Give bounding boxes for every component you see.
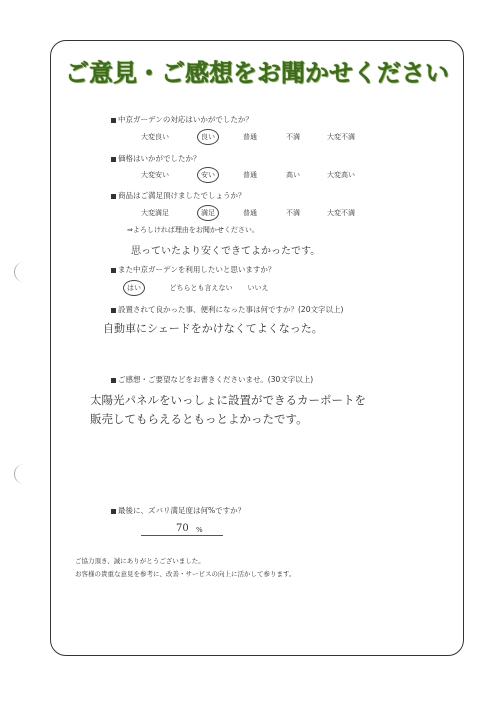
option-unsatisfied[interactable]: 不満: [286, 209, 300, 217]
binder-mark: [14, 464, 24, 484]
footer-note: お客様の貴重な意見を参考に、改善・サービスの向上に活かして参ります。: [75, 570, 296, 578]
satisfaction-underline: [141, 535, 223, 536]
option-very-good[interactable]: 大変良い: [141, 133, 169, 141]
bullet-icon: [111, 118, 116, 123]
footer-thanks: ご協力頂き、誠にありがとうございました。: [75, 557, 205, 565]
survey-sheet: [50, 40, 464, 656]
option-normal[interactable]: 普通: [243, 133, 257, 141]
satisfaction-unit: %: [196, 526, 203, 534]
bullet-icon: [111, 157, 116, 162]
option-very-unsatisfied[interactable]: 大変不満: [327, 133, 355, 141]
benefit-answer[interactable]: 自動車にシェードをかけなくてよくなった。: [103, 322, 323, 335]
option-very-expensive[interactable]: 大変高い: [327, 171, 355, 179]
bullet-icon: [111, 378, 116, 383]
question-service: 中京ガーデンの対応はいかがでしたか？: [111, 114, 253, 125]
option-good-selected[interactable]: 良い: [201, 133, 215, 141]
option-unsatisfied[interactable]: 不満: [286, 133, 300, 141]
bullet-icon: [111, 509, 116, 514]
question-reuse: また中京ガーデンを利用したいと思いますか？: [111, 264, 275, 275]
question-feedback: ご感想・ご要望などをお書きくださいませ。(30文字以上): [111, 374, 313, 385]
binder-mark: [14, 262, 24, 282]
option-satisfied-selected[interactable]: 満足: [201, 209, 215, 217]
option-normal[interactable]: 普通: [243, 209, 257, 217]
page-title: ご意見・ご感想をお聞かせください: [65, 59, 449, 87]
satisfaction-value[interactable]: 70: [176, 523, 189, 534]
option-cheap-selected[interactable]: 安い: [201, 171, 215, 179]
reason-prompt: ⇒よろしければ理由をお聞かせください。: [127, 226, 259, 234]
bullet-icon: [111, 308, 116, 313]
option-no[interactable]: いいえ: [247, 284, 269, 292]
option-yes-selected[interactable]: はい: [127, 284, 141, 292]
feedback-answer-line-1[interactable]: 太陽光パネルをいっしょに設置ができるカーポートを: [90, 393, 366, 407]
option-normal[interactable]: 普通: [243, 171, 257, 179]
reason-answer[interactable]: 思っていたより安くできてよかったです。: [131, 246, 321, 257]
question-benefit: 設置されて良かった事、便利になった事は何ですか？(20文字以上): [111, 304, 343, 315]
question-product: 商品はご満足頂けましたでしょうか？: [111, 190, 246, 201]
question-satisfaction: 最後に、ズバリ満足度は何%ですか？: [111, 505, 245, 516]
option-very-satisfied[interactable]: 大変満足: [141, 209, 169, 217]
bullet-icon: [111, 268, 116, 273]
question-price: 価格はいかがでしたか？: [111, 153, 201, 164]
option-very-unsatisfied[interactable]: 大変不満: [327, 209, 355, 217]
option-expensive[interactable]: 高い: [286, 171, 300, 179]
bullet-icon: [111, 194, 116, 199]
option-very-cheap[interactable]: 大変安い: [141, 171, 169, 179]
option-neither[interactable]: どちらとも言えない: [169, 284, 233, 292]
feedback-answer-line-2[interactable]: 販売してもらえるともっとよかったです。: [90, 412, 308, 426]
